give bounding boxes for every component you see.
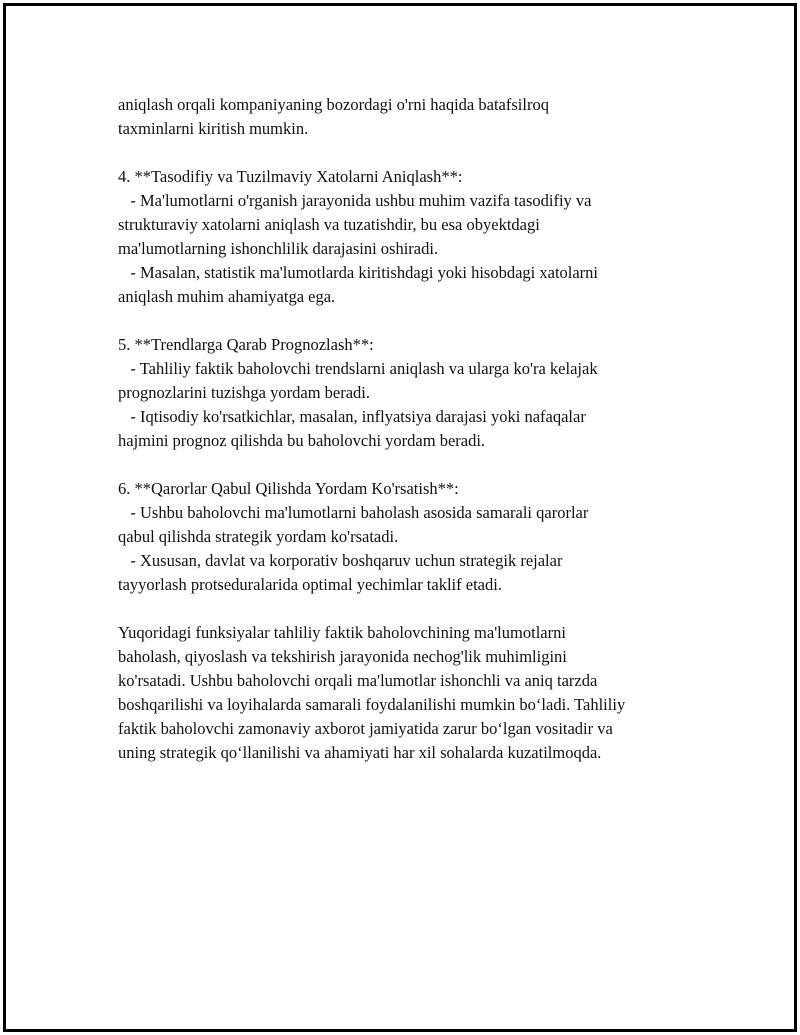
document-body <box>118 93 718 765</box>
text-line: - Ma'lumotlarni o'rganish jarayonida ushbu muhim vazifa tasodifiy va <box>118 191 592 210</box>
text-line: qabul qilishda strategik yordam ko'rsatadi. <box>118 527 399 546</box>
text-line: - Masalan, statistik ma'lumotlarda kiritishdagi yoki hisobdagi xatolarni <box>118 263 599 282</box>
text-line: baholash, qiyoslash va tekshirish jarayonida nechog'lik muhimligini <box>118 647 567 666</box>
text-line: - Tahliliy faktik baholovchi trendslarni aniqlash va ularga ko'ra kelajak <box>118 359 598 378</box>
text-line: - Ushbu baholovchi ma'lumotlarni baholash asosida samarali qarorlar <box>118 503 589 522</box>
intro-paragraph <box>118 93 718 141</box>
section-heading: 6. **Qarorlar Qabul Qilishda Yordam Ko'rsatish**: <box>118 479 459 498</box>
text-line: boshqarilishi va loyihalarda samarali foydalanilishi mumkin bo‘ladi. Tahliliy <box>118 695 626 714</box>
text-line: aniqlash orqali kompaniyaning bozordagi o'rni haqida batafsilroq <box>118 95 549 114</box>
conclusion-paragraph <box>118 621 718 765</box>
section-heading: 4. **Tasodifiy va Tuzilmaviy Xatolarni Aniqlash**: <box>118 167 463 186</box>
text-line: aniqlash muhim ahamiyatga ega. <box>118 287 336 306</box>
text-line: - Iqtisodiy ko'rsatkichlar, masalan, inflyatsiya darajasi yoki nafaqalar <box>118 407 586 426</box>
text-line: hajmini prognoz qilishda bu baholovchi yordam beradi. <box>118 431 486 450</box>
section-heading: 5. **Trendlarga Qarab Prognozlash**: <box>118 335 374 354</box>
section-6 <box>118 477 718 597</box>
paragraph-gap <box>118 309 718 333</box>
text-line: ma'lumotlarning ishonchlilik darajasini oshiradi. <box>118 239 439 258</box>
text-line: faktik baholovchi zamonaviy axborot jamiyatida zarur bo‘lgan vositadir va <box>118 719 613 738</box>
text-line: prognozlarini tuzishga yordam beradi. <box>118 383 371 402</box>
text-line: tayyorlash protseduralarida optimal yechimlar taklif etadi. <box>118 575 502 594</box>
text-line: Yuqoridagi funksiyalar tahliliy faktik baholovchining ma'lumotlarni <box>118 623 566 642</box>
paragraph-gap <box>118 453 718 477</box>
text-line: ko'rsatadi. Ushbu baholovchi orqali ma'lumotlar ishonchli va aniq tarzda <box>118 671 598 690</box>
section-5 <box>118 333 718 453</box>
paragraph-gap <box>118 597 718 621</box>
section-4 <box>118 165 718 309</box>
text-line: uning strategik qo‘llanilishi va ahamiyati har xil sohalarda kuzatilmoqda. <box>118 743 602 762</box>
text-line: strukturaviy xatolarni aniqlash va tuzatishdir, bu esa obyektdagi <box>118 215 540 234</box>
text-line: - Xususan, davlat va korporativ boshqaruv uchun strategik rejalar <box>118 551 563 570</box>
text-line: taxminlarni kiritish mumkin. <box>118 119 309 138</box>
paragraph-gap <box>118 141 718 165</box>
